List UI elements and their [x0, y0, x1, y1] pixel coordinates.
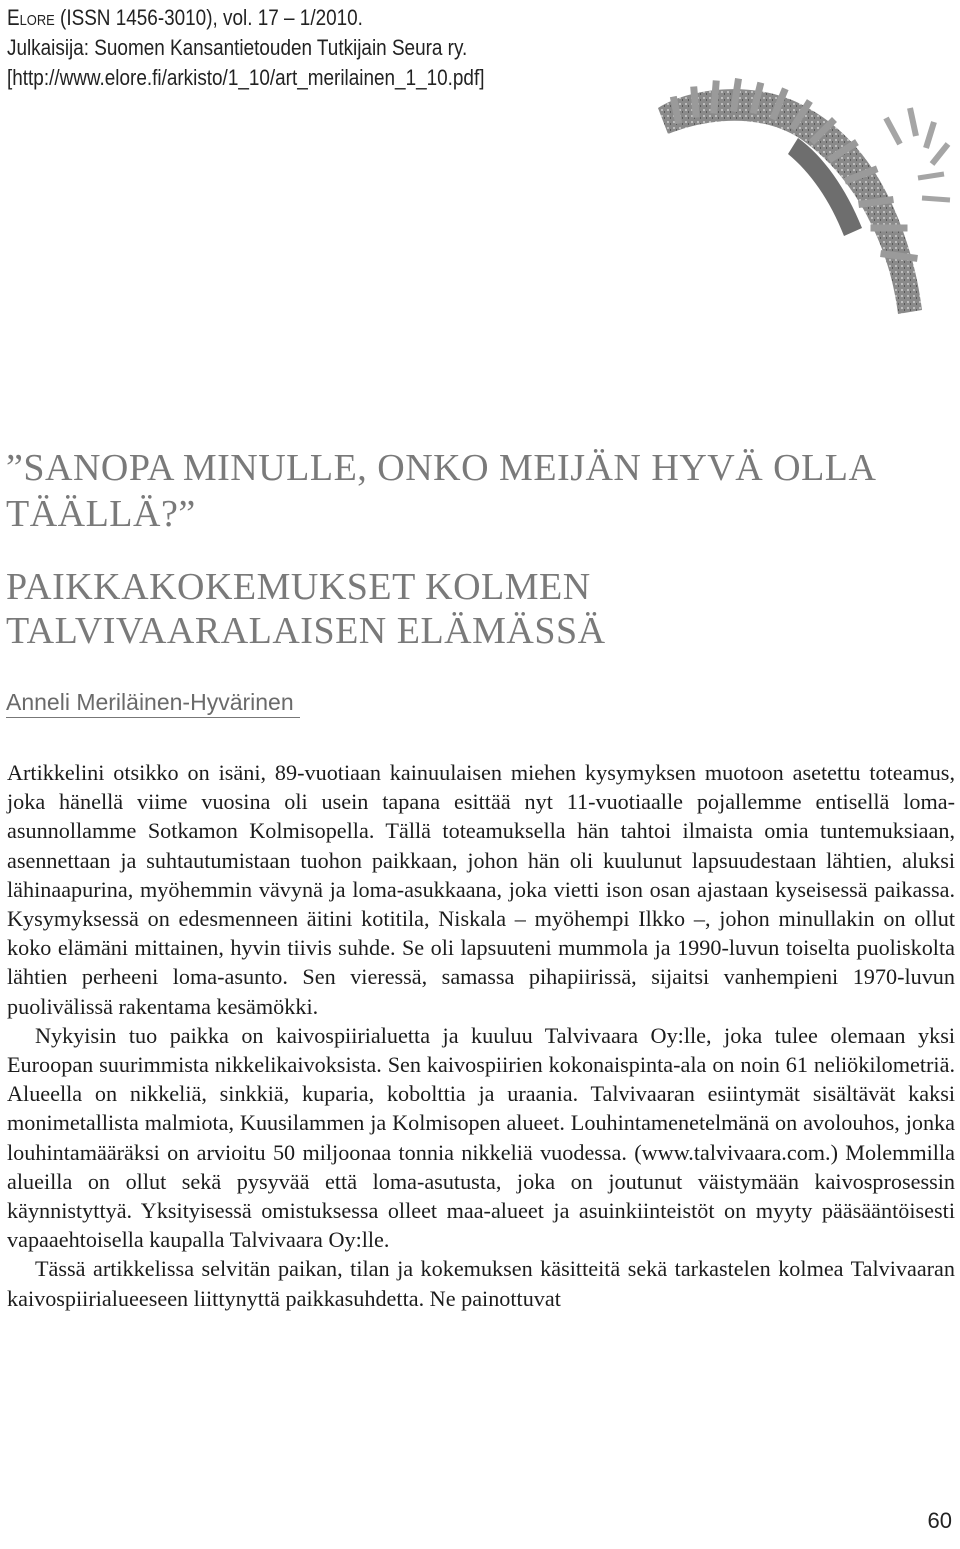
page-number: 60 [927, 1508, 952, 1533]
journal-header [7, 3, 484, 93]
article-subtitle-line-2: TALVIVAARALAISEN ELÄMÄSSÄ [6, 610, 606, 652]
article-title-line-2: TÄÄLLÄ?” [6, 493, 196, 535]
journal-issn-line: Elore (ISSN 1456-3010), vol. 17 – 1/2010. [7, 5, 363, 30]
pdf-url-line[interactable]: [http://www.elore.fi/arkisto/1_10/art_merilainen_1_10.pdf] [7, 65, 485, 90]
article-subtitle-line-1: PAIKKAKOKEMUKSET KOLMEN [6, 566, 591, 608]
article-body [7, 758, 955, 1313]
publisher-line: Julkaisija: Suomen Kansantietouden Tutkijain Seura ry. [7, 35, 468, 60]
paragraph: Nykyisin tuo paikka on kaivospiirialuetta ja kuuluu Talvivaara Oy:lle, joka tulee olemaan yksi Euroopan suurimmista nikkelikaivoksista. Sen kaivospiirien kokonaispinta-ala on noin 61 neliökilometriä. Alueella on nikkeliä, sinkkiä, kuparia, kobolttia ja uraania. Talvivaaran esiintymät sisältävät kaksi monimetallista malmiota, Kuusilammen ja Kolmisopen alueet. Louhintamenetelmänä on avolouhos, jonka louhintamääräksi on arvioitu 50 miljoonaa tonnia nikkeliä vuodessa. (www.talvivaara.com.) Molemmilla alueilla on ollut sekä pysyvää että loma-asutusta, joka on joutunut väistymään kaivosprosessin käynnistyttyä. Yksityisessä omistuksessa olleet maa-alueet ja asuinkiinteistöt on myyty pääsääntöisesti vapaaehtoisella kaupalla Talvivaara Oy:lle. [7, 1022, 955, 1253]
paragraph: Tässä artikkelissa selvitän paikan, tilan ja kokemuksen käsitteitä sekä tarkastelen kolmea Talvivaaran kaivospiirialueeseen liittynyttä paikkasuhdetta. Ne painottuvat [7, 1256, 955, 1311]
journal-name: Elore [7, 5, 55, 30]
paragraph: Artikkelini otsikko on isäni, 89-vuotiaan kainuulaisen miehen kysymyksen muotoon asetettu toteamus, joka hänellä viime vuosina oli usein tapana esittää nyt 11-vuotiaalle pojallemme entisellä loma-asunnollamme Sotkamon Kolmisopella. Tällä toteamuksella hän tahtoi ilmaista omia tuntemuksiaan, asennettaan ja suhtautumistaan tuohon paikkaan, johon hän oli kuulunut lapsuudestaan lähtien, aluksi lähinaapurina, myöhemmin vävynä ja loma-asukkaana, joka vietti ison osan ajastaan kyseisessä paikassa. Kysymyksessä on edesmenneen äitini kotitila, Niskala – myöhempi Ilkko –, johon minullakin on ollut koko elämäni mittainen, hyvin tiivis suhde. Se oli lapsuuteni mummola ja 1990-luvun toiselta puoliskolta lähtien perheeni loma-asunto. Sen vieressä, samassa pihapiirissä, sijaitsi vanhempieni 1970-luvun puolivälissä rakentama kesämökki. [7, 760, 955, 1019]
journal-logo-icon [648, 78, 960, 328]
article-title-line-1: ”SANOPA MINULLE, ONKO MEIJÄN HYVÄ OLLA [6, 447, 877, 489]
author-name: Anneli Meriläinen-Hyvärinen [6, 689, 300, 718]
